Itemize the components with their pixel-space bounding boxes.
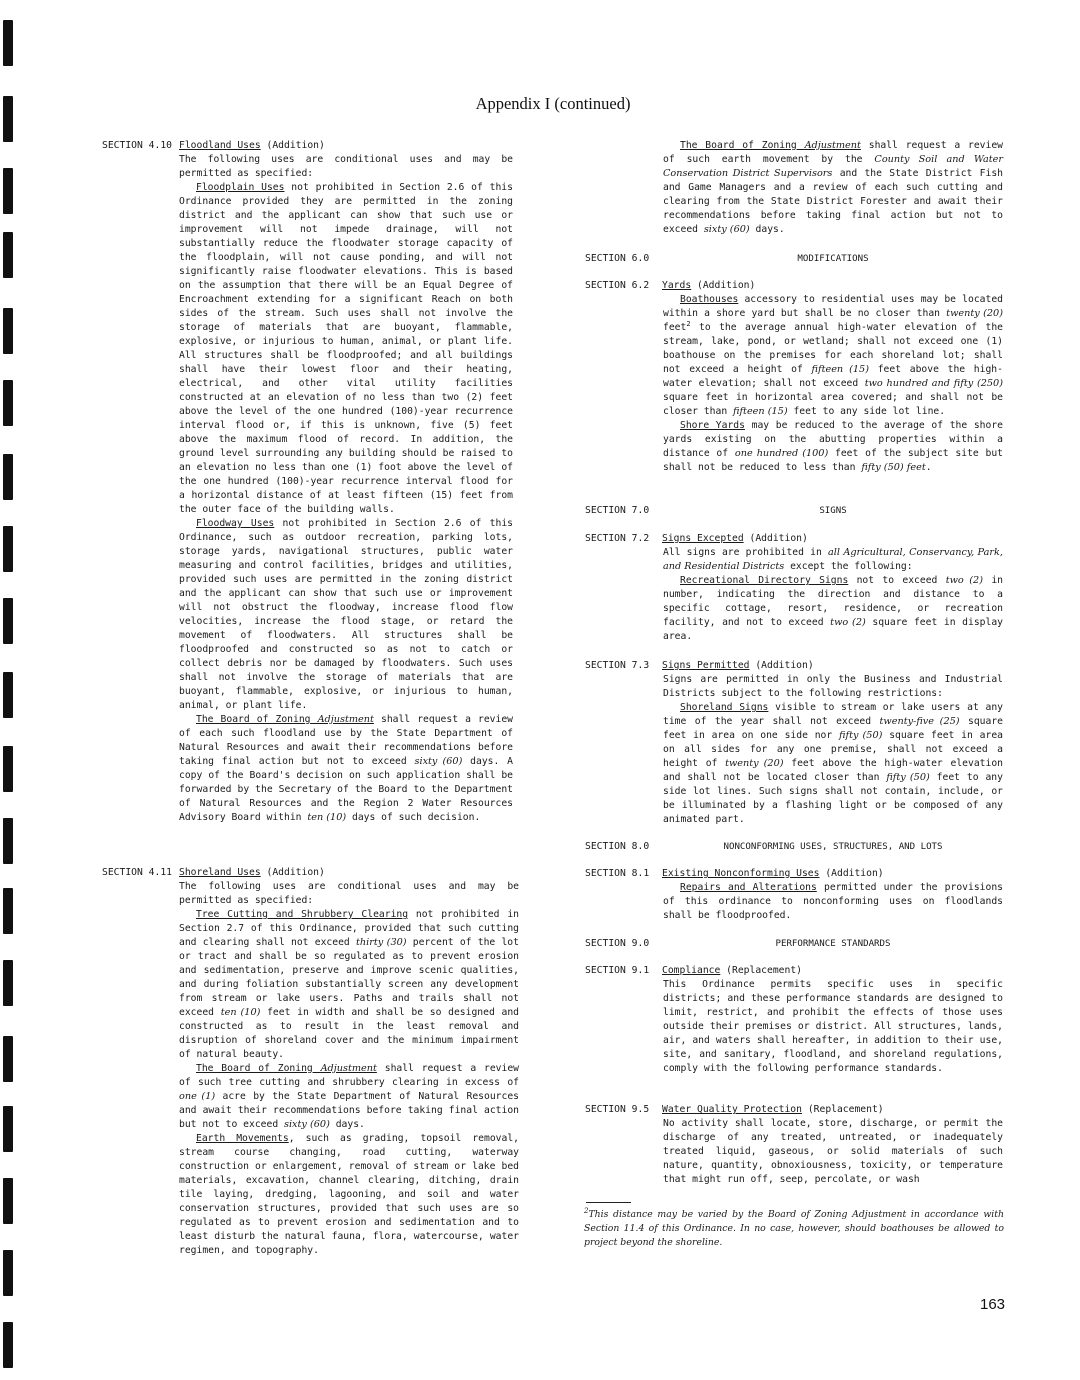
italic-text: two (2) xyxy=(945,575,984,586)
section-9-0-label: SECTION 9.0 xyxy=(585,938,650,949)
italic-text: one (1) xyxy=(179,1091,216,1102)
italic-text: fifty (50) feet xyxy=(861,462,926,473)
italic-text: fifteen (15) xyxy=(811,364,869,375)
italic-text: twenty (20) xyxy=(946,308,1003,319)
paragraph-text: This Ordinance permits specific uses in specific districts; and these performance standards are designed to limit, restrict, and prohibit the effects of those uses outside their premises or district. All structures, lands, air, and waters shall hereafter, in addition to their use, site, and sanitary, floodland, and shoreland regulations, comply with the following performance standards. xyxy=(663,979,1003,1074)
heading-part: The Board of Zoning xyxy=(196,714,318,725)
section-6-0-title: MODIFICATIONS xyxy=(797,254,869,264)
margin-tab xyxy=(3,308,13,354)
section-9-5-body xyxy=(663,1117,1003,1187)
paragraph-heading: Boathouses xyxy=(680,294,739,305)
section-9-5-heading xyxy=(662,1103,884,1117)
section-9-1-label: SECTION 9.1 xyxy=(585,965,650,976)
section-note: (Replacement) xyxy=(801,1104,884,1115)
section-title: Existing Nonconforming Uses xyxy=(662,868,820,879)
section-9-0-title: PERFORMANCE STANDARDS xyxy=(775,939,891,949)
section-8-0-title: NONCONFORMING USES, STRUCTURES, AND LOTS xyxy=(723,842,943,852)
page-number: 163 xyxy=(980,1296,1006,1313)
section-6-2-heading xyxy=(662,279,755,293)
margin-tab xyxy=(3,818,13,864)
paragraph-text: feet above the high-water elevation and shall not be located closer than xyxy=(663,758,1003,783)
section-intro: The following uses are conditional uses and may be permitted as specified: xyxy=(179,154,513,179)
paragraph-earth-movements xyxy=(179,1132,519,1258)
italic-text: ten (10) xyxy=(220,1007,261,1018)
italic-text: sixty (60) xyxy=(703,224,750,235)
margin-tab xyxy=(3,1036,13,1082)
paragraph-heading xyxy=(680,140,861,151)
heading-part: The Board of Zoning xyxy=(680,140,805,151)
margin-tab xyxy=(3,1178,13,1224)
paragraph-text: not prohibited in Section 2.6 of this Ordinance, such as outdoor recreation, parking lots, storage yards, navigational structures, public water measuring and control facilities, bridges and utilities, provided such uses are permitted in the zoning district and the applicant can show that such use or improvement will not obstruct the floodway, increase flood flow velocities, increase the flood stage, or retard the movement of floodwaters. All structures shall be floodproofed and constructed so as not to catch or collect debris nor be damaged by floodwaters. Such uses shall not involve the storage of materials that are buoyant, flammable, explosive, or injurious to human, animal, or plant life. xyxy=(179,518,513,711)
section-title: Floodland Uses xyxy=(179,140,261,151)
section-title: Signs Permitted xyxy=(662,660,750,671)
paragraph-shoreland-signs xyxy=(663,701,1003,827)
italic-text: County Soil and Water Conservation District Supervisors xyxy=(663,154,1003,179)
section-6-2-body xyxy=(663,293,1003,475)
paragraph-heading: Floodplain Uses xyxy=(196,182,285,193)
paragraph-text: . xyxy=(925,462,932,473)
italic-text: two hundred and fifty (250) xyxy=(864,378,1003,389)
paragraph-heading: Repairs and Alterations xyxy=(680,882,817,893)
section-title: Signs Excepted xyxy=(662,533,744,544)
section-title: Yards xyxy=(662,280,692,291)
footnote-mark: 2 xyxy=(584,1206,589,1215)
board-review-continued xyxy=(663,139,1003,237)
heading-part-italic: Adjustment xyxy=(317,714,374,725)
italic-text: fifty (50) xyxy=(886,772,930,783)
paragraph-text: square feet in area on one side nor xyxy=(663,716,1004,741)
section-note: (Replacement) xyxy=(720,965,802,976)
paragraph-text: days. xyxy=(329,1119,365,1130)
section-4-11-label: SECTION 4.11 xyxy=(102,867,172,878)
footnote-divider xyxy=(586,1202,631,1203)
section-intro: Signs are permitted in only the Business and Industrial Districts subject to the following restrictions: xyxy=(663,674,1003,699)
margin-tab xyxy=(3,1322,13,1368)
paragraph-text: days. A copy of the Board's decision on such application shall be forwarded by the Secretary of the Board to the Department of Natural Resources and the Region 2 Water Resources Advisory Board within xyxy=(179,756,513,823)
margin-tab xyxy=(3,1106,13,1152)
section-note: (Addition) xyxy=(749,660,814,671)
section-note: (Addition) xyxy=(819,868,884,879)
section-6-2-label: SECTION 6.2 xyxy=(585,280,650,291)
paragraph-text: percent of the lot or tract and shall be so regulated as to prevent erosion and sedimentation, preserve and improve scenic qualities, and during foliation substantially screen any development from stream or lake users. Paths and trails shall not exceed xyxy=(179,937,519,1018)
margin-tab xyxy=(3,672,13,718)
paragraph-text: square feet in horizontal area covered; and shall not be closer than xyxy=(663,392,1003,417)
italic-text: twenty-five (25) xyxy=(879,716,960,727)
italic-text: thirty (30) xyxy=(355,937,407,948)
paragraph-text: feet above the high-water elevation; shall not exceed xyxy=(663,364,1003,389)
paragraph-repairs xyxy=(663,881,1003,923)
italic-text: sixty (60) xyxy=(283,1119,330,1130)
section-8-1-heading xyxy=(662,867,884,881)
section-6-0-label: SECTION 6.0 xyxy=(585,253,650,264)
paragraph-shore-yards xyxy=(663,419,1003,475)
paragraph-text: not to exceed xyxy=(848,575,946,586)
paragraph-recreational-signs xyxy=(663,574,1003,644)
section-intro xyxy=(663,546,1003,574)
paragraph-heading: Floodway Uses xyxy=(196,518,275,529)
italic-text: two (2) xyxy=(830,617,866,628)
paragraph-text: square feet in display area. xyxy=(663,617,1003,642)
section-title: Compliance xyxy=(662,965,721,976)
paragraph-boathouses xyxy=(663,293,1003,419)
paragraph-text: days. xyxy=(749,224,785,235)
paragraph-text: to the average annual high-water elevation of the stream, lake, pond, or wetland; shall not exceed one (1) boathouse on the premises for each shoreland lot; shall not exceed a height of xyxy=(663,322,1003,375)
margin-tab xyxy=(3,380,13,426)
paragraph-text: in number, indicating the direction and distance to a specific cottage, resort, residence, or recreation facility, and not to exceed xyxy=(663,575,1003,628)
paragraph-heading xyxy=(196,714,374,725)
heading-part-italic: Adjustment xyxy=(804,140,861,151)
paragraph-text: not prohibited in Section 2.6 of this Ordinance provided they are permitted in the zoning district and the applicant can show that such use or improvement will not impede drainage, will not substantially reduce the floodwater storage capacity of the floodplain, will not cause ponding, and will not significantly raise floodwater elevations. This is based on the assumption that there will be an Equal Degree of Encroachment extending for a significant Reach on both sides of the stream. Such uses shall not involve the storage of materials that are buoyant, flammable, explosive, or injurious to human, animal, or plant life. All structures shall be floodproofed; and all buildings shall have their lowest floor and their heating, electrical, and other vital utility facilities constructed at an elevation of no less than two (2) feet above the level of the one hundred (100)-year recurrence interval flood or, if this is unknown, five (5) feet above the maximum flood of record. In addition, the ground level surrounding any building should be raised to an elevation no less than one (1) foot above the level of the one hundred (100)-year recurrence interval flood for a horizontal distance of at least fifteen (15) feet from the outer face of the building walls. xyxy=(179,182,513,515)
section-4-10-label: SECTION 4.10 xyxy=(102,140,172,151)
section-note: (Addition) xyxy=(260,140,325,151)
footnote xyxy=(584,1208,1004,1250)
section-4-10-heading xyxy=(179,139,325,153)
section-8-1-label: SECTION 8.1 xyxy=(585,868,650,879)
paragraph-heading: Recreational Directory Signs xyxy=(680,575,849,586)
margin-tab xyxy=(3,960,13,1006)
paragraph-board-review xyxy=(179,1062,519,1132)
paragraph-text: All signs are prohibited in xyxy=(663,547,828,558)
section-title: Water Quality Protection xyxy=(662,1104,802,1115)
paragraph-text: No activity shall locate, store, discharge, or permit the discharge of any treated, untreated, or inadequately treated liquid, gaseous, or solid materials of such nature, quantity, obnoxiousness, toxicity, or temperature that might run off, seep, percolate, or wash xyxy=(663,1118,1003,1185)
paragraph-text: except the following: xyxy=(784,561,913,572)
paragraph-board-review xyxy=(663,139,1003,237)
paragraph-tree-cutting xyxy=(179,908,519,1062)
heading-part: The Board of Zoning xyxy=(196,1063,321,1074)
section-4-10-body xyxy=(179,153,513,825)
paragraph-text: may be reduced to the average of the shore yards existing on the abutting properties within a distance of xyxy=(663,420,1004,459)
paragraph-board-review xyxy=(179,713,513,825)
section-8-0-label: SECTION 8.0 xyxy=(585,841,650,852)
section-7-3-body xyxy=(663,673,1003,827)
margin-tab xyxy=(3,168,13,214)
section-4-11-body xyxy=(179,880,519,1258)
paragraph-text: and the State District Fish and Game Managers and a review of each such cutting and clearing from the State District Forester and await their recommendations before taking final action but not to exceed xyxy=(663,168,1003,235)
section-note: (Addition) xyxy=(743,533,808,544)
margin-tab xyxy=(3,746,13,792)
paragraph-text: shall request a review of such earth movement by the xyxy=(663,140,1003,165)
paragraph-text: feet to any side lot line. xyxy=(787,406,946,417)
paragraph-text: not prohibited in Section 2.7 of this Ordinance, provided that such cutting and clearing shall not exceed xyxy=(179,909,519,948)
section-7-2-heading xyxy=(662,532,808,546)
paragraph-text: visible to stream or lake users at any time of the year shall not exceed xyxy=(663,702,1003,727)
paragraph-text: feet xyxy=(663,322,687,333)
paragraph-text: feet to any side lot lines. Such signs shall not contain, include, or be illuminated by a flashing light or be composed of any animated part. xyxy=(663,772,1003,825)
paragraph-heading: Shore Yards xyxy=(680,420,745,431)
italic-text: sixty (60) xyxy=(414,756,463,767)
section-7-0-label: SECTION 7.0 xyxy=(585,505,650,516)
margin-tab xyxy=(3,888,13,934)
section-intro: The following uses are conditional uses and may be permitted as specified: xyxy=(179,881,519,906)
heading-part-italic: Adjustment xyxy=(320,1063,377,1074)
section-9-1-body xyxy=(663,978,1003,1076)
section-7-3-label: SECTION 7.3 xyxy=(585,660,650,671)
paragraph-floodway-uses xyxy=(179,517,513,713)
italic-text: fifteen (15) xyxy=(733,406,788,417)
margin-tab xyxy=(3,232,13,278)
section-7-2-label: SECTION 7.2 xyxy=(585,533,650,544)
italic-text: one hundred (100) xyxy=(734,448,829,459)
italic-text: ten (10) xyxy=(307,812,347,823)
paragraph-text: accessory to residential uses may be located within a shore yard but shall be no closer than xyxy=(663,294,1003,319)
paragraph-text: shall request a review of each such floodland use by the State Department of Natural Resources and await their recommendations before taking final action but not to exceed xyxy=(179,714,513,767)
section-7-3-heading xyxy=(662,659,814,673)
paragraph-text: square feet in area on all sides for any one premise, shall not exceed a height of xyxy=(663,730,1003,769)
section-4-11-heading xyxy=(179,866,325,880)
section-9-5-label: SECTION 9.5 xyxy=(585,1104,650,1115)
paragraph-floodplain-uses xyxy=(179,181,513,517)
page-header xyxy=(0,94,1080,114)
section-note: (Addition) xyxy=(691,280,756,291)
paragraph-text: , such as grading, topsoil removal, stream course changing, road cutting, waterway construction or enlargement, removal of stream or lake bed materials, excavation, channel clearing, ditching, drain tile laying, dredging, lagooning, and soil and water conservation structures, provided that such uses are so regulated as to prevent erosion and sedimentation and to least disturb the natural fauna, flora, watercourse, water regimen, and topography. xyxy=(179,1133,519,1256)
margin-tab xyxy=(3,1250,13,1296)
section-title: Shoreland Uses xyxy=(179,867,261,878)
paragraph-text: acre by the State Department of Natural Resources and await their recommendations before taking final action but not to exceed xyxy=(179,1091,519,1130)
section-7-2-body xyxy=(663,546,1003,644)
paragraph-heading: Tree Cutting and Shrubbery Clearing xyxy=(196,909,409,920)
section-7-0-title: SIGNS xyxy=(819,506,847,516)
margin-tab xyxy=(3,598,13,644)
margin-tab xyxy=(3,454,13,500)
margin-tab xyxy=(3,526,13,572)
paragraph-text: permitted under the provisions of this ordinance to nonconforming uses on floodlands shall be floodproofed. xyxy=(663,882,1003,921)
paragraph-text: shall request a review of such tree cutting and shrubbery clearing in excess of xyxy=(179,1063,519,1088)
paragraph-heading xyxy=(196,1063,377,1074)
section-note: (Addition) xyxy=(260,867,325,878)
section-8-1-body xyxy=(663,881,1003,923)
section-9-1-heading xyxy=(662,964,802,978)
page-title: Appendix I (continued) xyxy=(475,94,631,113)
footnote-text: This distance may be varied by the Board of Zoning Adjustment in accordance with Section 11.4 of this Ordinance. In no case, however, should boathouses be allowed to project beyond the shoreline. xyxy=(584,1209,1004,1248)
italic-text: fifty (50) xyxy=(839,730,883,741)
paragraph-text: feet in width and shall be so designed and constructed as to result in the least removal and disruption of shoreland cover and the minimum impairment of natural beauty. xyxy=(179,1007,519,1060)
italic-text: twenty (20) xyxy=(725,758,784,769)
italic-text: all Agricultural, Conservancy, Park, and Residential Districts xyxy=(663,547,1003,572)
paragraph-text: days of such decision. xyxy=(346,812,481,823)
footnote-reference[interactable]: 2 xyxy=(686,319,691,328)
paragraph-text: feet of the subject site but shall not be reduced to less than xyxy=(663,448,1004,473)
paragraph-heading: Earth Movements xyxy=(196,1133,289,1144)
paragraph-heading: Shoreland Signs xyxy=(680,702,769,713)
margin-tab xyxy=(3,20,13,66)
